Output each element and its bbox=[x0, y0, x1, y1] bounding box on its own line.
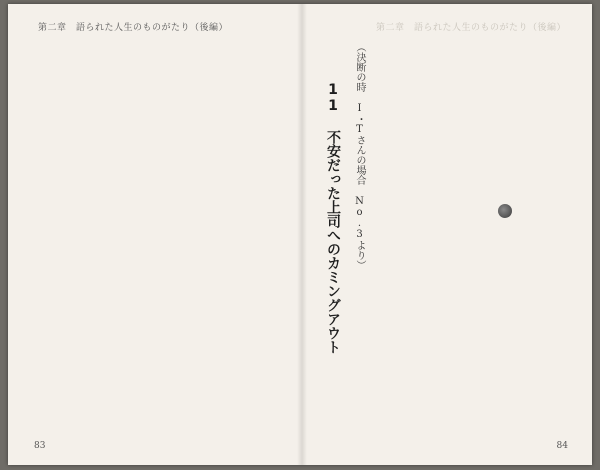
right-page-number: 84 bbox=[556, 441, 568, 451]
left-page bbox=[8, 4, 300, 465]
right-running-head: 第二章 語られた人生のものがたり（後編） bbox=[375, 23, 566, 33]
source-caption: （決断の時 I・Tさんの場合 No.3より） bbox=[354, 42, 365, 270]
section-heading: 11 不安だった上司へのカミングアウト bbox=[325, 82, 341, 354]
column-spacer bbox=[342, 42, 354, 430]
right-text-block bbox=[320, 42, 368, 430]
book-spread bbox=[8, 4, 592, 465]
left-running-head: 第二章 語られた人生のものがたり（後編） bbox=[38, 23, 229, 33]
section-ornament-icon bbox=[498, 204, 512, 218]
right-page bbox=[306, 4, 592, 465]
left-page-number: 83 bbox=[34, 441, 46, 451]
